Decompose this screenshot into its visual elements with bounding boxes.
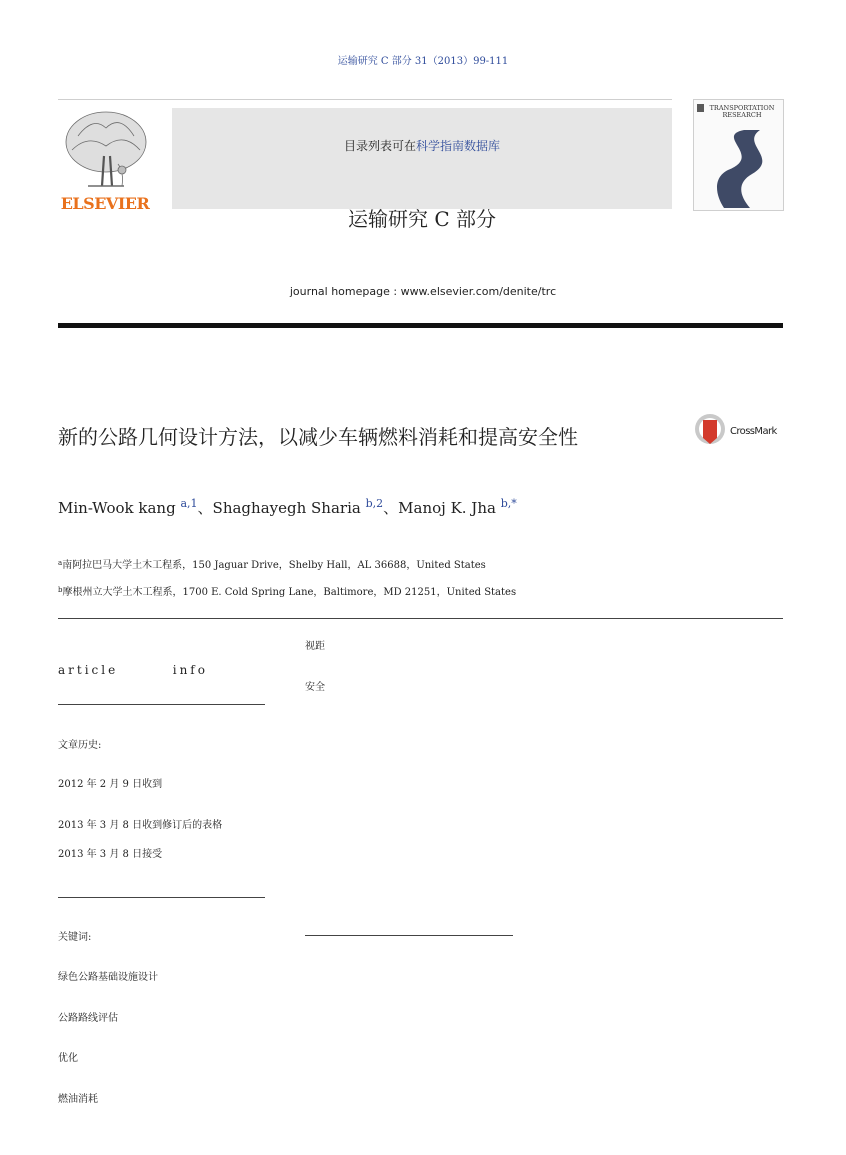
publisher-wordmark: ELSEVIER [60, 194, 150, 213]
sciencedirect-link[interactable]: 科学指南数据库 [416, 139, 501, 153]
affiliation-text: 南阿拉巴马大学土木工程系，150 Jaguar Drive，Shelby Hall，AL 36688，United States [62, 560, 486, 571]
affiliation-mark: a [58, 559, 63, 567]
affiliation-text: 摩根州立大学土木工程系，1700 E. Cold Spring Lane，Baltimore，MD 21251，United States [62, 587, 517, 598]
author-affiliation-mark[interactable]: b,2 [365, 497, 384, 510]
cover-title-line1: TRANSPORTATION [709, 104, 775, 112]
author-name: Shaghayegh Sharia [212, 499, 361, 517]
info-rule [58, 897, 265, 898]
author-name: Manoj K. Jha [398, 499, 496, 517]
history-received: 2012 年 2 月 9 日收到 [58, 779, 163, 790]
crossmark-badge[interactable] [694, 412, 784, 448]
info-rule [58, 704, 265, 705]
elsevier-logo [58, 106, 153, 214]
crossmark-label: CrossMark [730, 426, 777, 437]
abstract-term: 安全 [305, 682, 325, 693]
keyword-item: 绿色公路基础设施设计 [58, 972, 158, 983]
road-cover-icon [694, 100, 783, 210]
article-title: 新的公路几何设计方法，以减少车辆燃料消耗和提高安全性 [58, 425, 578, 449]
journal-cover [693, 99, 784, 211]
history-revised: 2013 年 3 月 8 日收到修订后的表格 [58, 820, 223, 831]
history-label: 文章历史: [58, 740, 102, 751]
keyword-item: 优化 [58, 1053, 78, 1064]
elsevier-tree-icon [58, 106, 153, 214]
history-accepted: 2013 年 3 月 8 日接受 [58, 849, 163, 860]
article-info-heading: article info [58, 663, 208, 677]
author-affiliation-mark[interactable]: a,1 [180, 497, 198, 510]
abstract-term: 视距 [305, 641, 325, 652]
affiliation-b [58, 583, 516, 598]
author-separator: 、 [197, 499, 213, 517]
keywords-label: 关键词: [58, 932, 92, 943]
author-separator: 、 [383, 499, 399, 517]
cover-title-line2: RESEARCH [722, 111, 762, 119]
toc-prefix: 目录列表可在 [343, 139, 416, 153]
keyword-item: 燃油消耗 [58, 1094, 98, 1105]
abstract-rule [305, 935, 513, 936]
section-divider [58, 618, 783, 619]
journal-title: 运输研究 C 部分 [347, 207, 497, 231]
journal-banner [172, 108, 672, 209]
journal-citation: 运输研究 C 部分 31（2013）99-111 [337, 56, 509, 67]
toc-availability [172, 137, 672, 154]
header-divider [58, 323, 783, 328]
keyword-item: 公路路线评估 [58, 1013, 118, 1024]
crossmark-icon [694, 412, 784, 448]
affiliation-a [58, 556, 486, 571]
author-name: Min-Wook kang [58, 499, 176, 517]
affiliation-mark: b [58, 586, 63, 594]
author-list [58, 497, 517, 518]
journal-homepage[interactable]: journal homepage : www.elsevier.com/denite/trc [289, 285, 557, 298]
top-rule [58, 99, 672, 100]
author-affiliation-mark[interactable]: b,* [500, 497, 517, 510]
